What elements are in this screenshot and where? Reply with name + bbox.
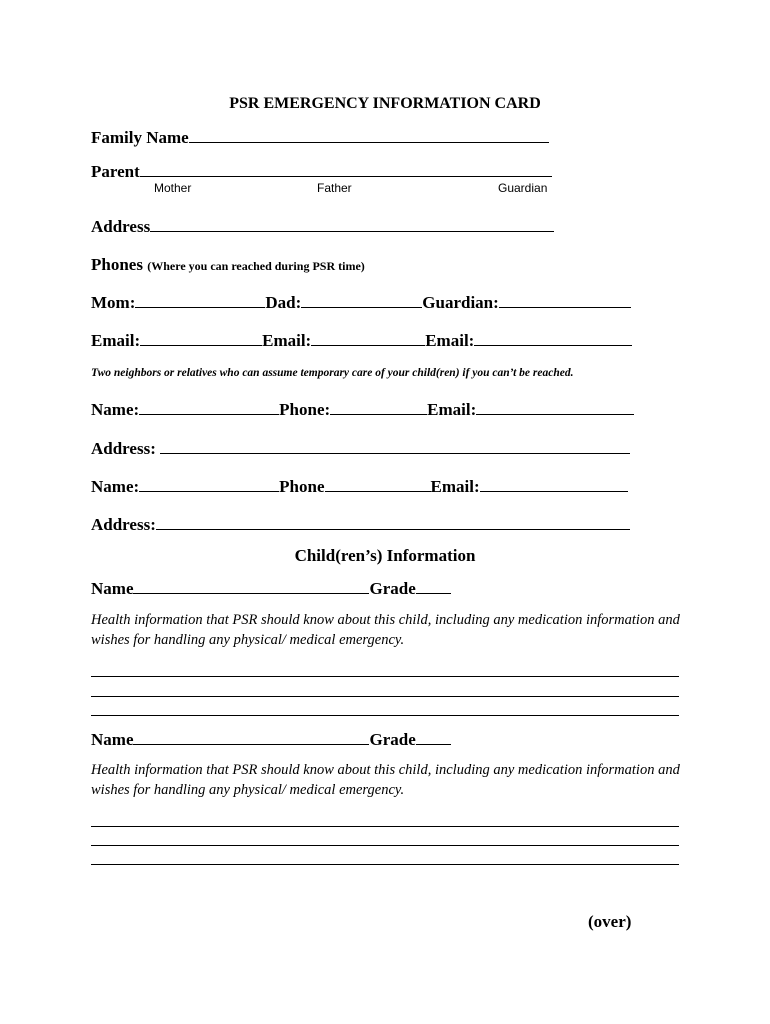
contact2-address-field[interactable] xyxy=(156,515,630,530)
guardian-email-field[interactable] xyxy=(474,331,632,346)
contact1-email-field[interactable] xyxy=(476,400,634,415)
family-name-row xyxy=(91,128,549,146)
mom-phone-field[interactable] xyxy=(135,293,265,308)
address-field[interactable] xyxy=(150,217,554,232)
contact1-address-row xyxy=(91,439,630,457)
child2-health-text: Health information that PSR should know about this child, including any medication information and wishes for handling any physical/ medical emergency. xyxy=(91,762,680,798)
dad-phone-label: Dad: xyxy=(265,293,302,312)
address-row xyxy=(91,217,554,235)
parent-sub-mother: Mother xyxy=(154,181,192,195)
child1-grade-label: Grade xyxy=(369,579,416,598)
contact1-name-field[interactable] xyxy=(139,400,279,415)
dad-email-field[interactable] xyxy=(311,331,425,346)
guardian-phone-field[interactable] xyxy=(499,293,631,308)
contact1-email-label: Email: xyxy=(427,400,477,419)
contact2-phone-label: Phone xyxy=(279,477,325,496)
parent-label: Parent xyxy=(91,162,140,181)
address-label: Address xyxy=(91,217,151,236)
phones-note: (Where you can reached during PSR time) xyxy=(147,259,365,273)
mom-phone-label: Mom: xyxy=(91,293,136,312)
family-name-field[interactable] xyxy=(189,128,549,143)
neighbors-note: Two neighbors or relatives who can assume temporary care of your child(ren) if you can’t be reached. xyxy=(91,367,574,379)
child2-row xyxy=(91,730,451,748)
contact2-email-label: Email: xyxy=(430,477,480,496)
contact2-address-row xyxy=(91,515,630,533)
parent-sub-guardian: Guardian xyxy=(498,181,548,195)
contact1-row xyxy=(91,400,634,418)
child1-health-line-1[interactable] xyxy=(91,676,679,677)
child1-name-label: Name xyxy=(91,579,134,598)
parent-phones-row xyxy=(91,293,631,311)
mom-email-field[interactable] xyxy=(140,331,262,346)
contact2-name-field[interactable] xyxy=(139,477,279,492)
page-title: PSR EMERGENCY INFORMATION CARD xyxy=(229,95,541,112)
child2-health-line-1[interactable] xyxy=(91,826,679,827)
contact1-phone-field[interactable] xyxy=(330,400,427,415)
over-label: (over) xyxy=(588,912,632,931)
contact2-address-label: Address: xyxy=(91,515,156,534)
parent-sub-father: Father xyxy=(317,181,352,195)
child1-row xyxy=(91,579,451,597)
contact2-email-field[interactable] xyxy=(480,477,628,492)
contact1-address-field[interactable] xyxy=(160,439,630,454)
contact1-phone-label: Phone: xyxy=(279,400,331,419)
child2-name-label: Name xyxy=(91,730,134,749)
contact1-address-label: Address: xyxy=(91,439,156,458)
contact1-name-label: Name: xyxy=(91,400,140,419)
child2-grade-field[interactable] xyxy=(416,730,451,745)
child1-health-line-3[interactable] xyxy=(91,715,679,716)
family-name-label: Family Name xyxy=(91,128,189,147)
child2-health-line-3[interactable] xyxy=(91,864,679,865)
child2-name-field[interactable] xyxy=(133,730,369,745)
phones-label: Phones xyxy=(91,255,143,274)
contact2-name-label: Name: xyxy=(91,477,140,496)
child1-grade-field[interactable] xyxy=(416,579,451,594)
parent-emails-row xyxy=(91,331,632,349)
contact2-phone-field[interactable] xyxy=(325,477,431,492)
dad-phone-field[interactable] xyxy=(301,293,422,308)
phones-row xyxy=(91,256,365,273)
guardian-email-label: Email: xyxy=(425,331,475,350)
guardian-phone-label: Guardian: xyxy=(422,293,499,312)
parent-row xyxy=(91,162,552,180)
contact2-row xyxy=(91,477,628,495)
child1-name-field[interactable] xyxy=(133,579,369,594)
child1-health-line-2[interactable] xyxy=(91,696,679,697)
child2-grade-label: Grade xyxy=(369,730,416,749)
child2-health-line-2[interactable] xyxy=(91,845,679,846)
child1-health-text: Health information that PSR should know about this child, including any medication information and wishes for handling any physical/ medical emergency. xyxy=(91,612,680,648)
children-heading: Child(ren’s) Information xyxy=(294,546,476,565)
parent-field[interactable] xyxy=(140,162,552,177)
dad-email-label: Email: xyxy=(262,331,312,350)
mom-email-label: Email: xyxy=(91,331,141,350)
